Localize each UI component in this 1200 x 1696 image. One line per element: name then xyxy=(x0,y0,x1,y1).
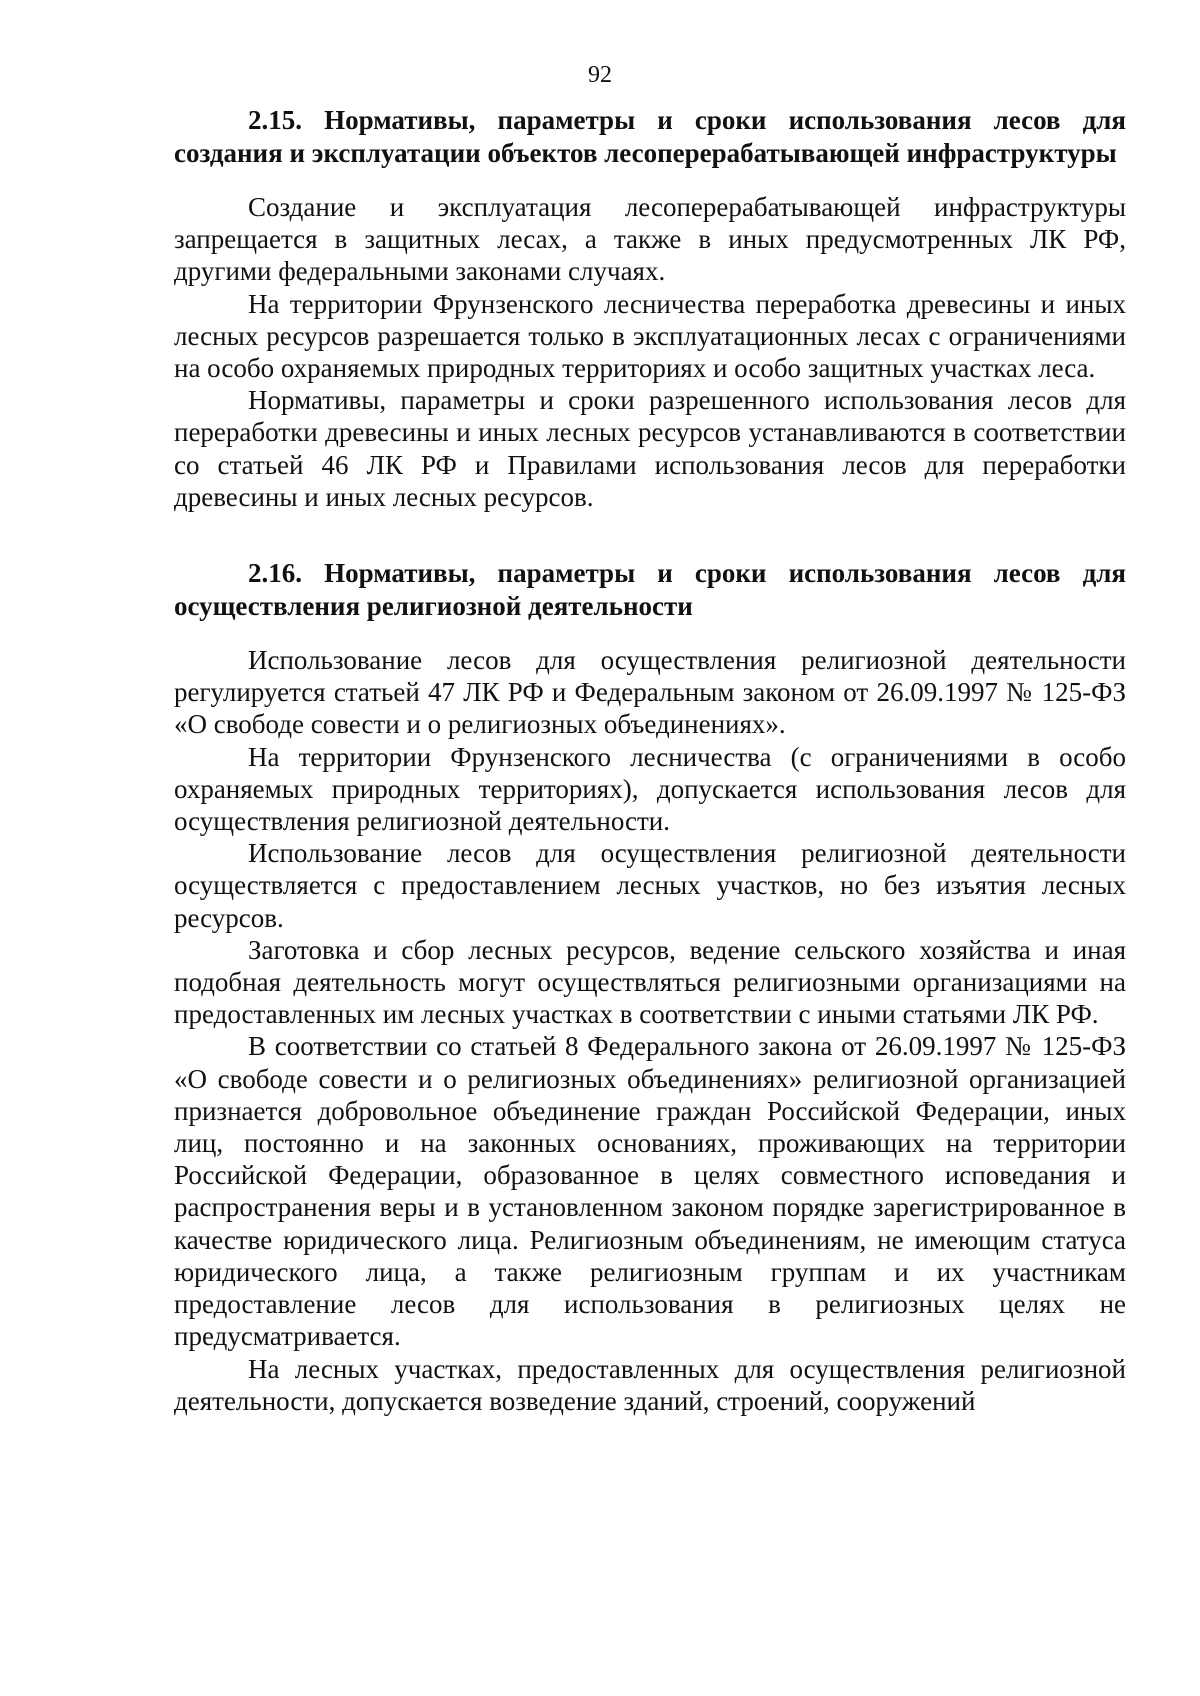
paragraph: Использование лесов для осуществления религиозной деятельности регулируется статьей 47 ЛК РФ и Федеральным законом от 26.09.1997 № 125-ФЗ «О свободе совести и о религиозных объединениях». xyxy=(174,645,1126,740)
page-number: 92 xyxy=(588,62,612,88)
section-heading: 2.16. Нормативы, параметры и сроки использования лесов для осуществления религиозной деятельности xyxy=(174,558,1126,622)
section-heading: 2.15. Нормативы, параметры и сроки использования лесов для создания и эксплуатации объектов лесоперерабатывающей инфраструктуры xyxy=(174,105,1126,168)
paragraph: В соответствии со статьей 8 Федерального закона от 26.09.1997 № 125-ФЗ «О свободе совести и о религиозных объединениях» религиозной организацией признается добровольное объединение граждан Российской Федерации, иных лиц, постоянно и на законных основаниях, проживающих на территории Российской Федерации, образованное в целях совместного исповедания и распространения веры и в установленном законом порядке зарегистрированное в качестве юридического лица. Религиозным объединениям, не имеющим статуса юридического лица, а также религиозным группам и их участникам предоставление лесов для использования в религиозных целях не предусматривается. xyxy=(174,1031,1126,1352)
paragraph: Создание и эксплуатация лесоперерабатывающей инфраструктуры запрещается в защитных лесах, а также в иных предусмотренных ЛК РФ, другими федеральными законами случаях. xyxy=(174,192,1126,287)
paragraph: Заготовка и сбор лесных ресурсов, ведение сельского хозяйства и иная подобная деятельность могут осуществляться религиозными организациями на предоставленных им лесных участках в соответствии с иными статьями ЛК РФ. xyxy=(174,934,1126,1030)
paragraph: Нормативы, параметры и сроки разрешенного использования лесов для переработки древесины и иных лесных ресурсов устанавливаются в соответствии со статьей 46 ЛК РФ и Правилами использования лесов для переработки древесины и иных лесных ресурсов. xyxy=(174,385,1126,512)
section-2-16 xyxy=(174,557,1126,1417)
paragraph: На территории Фрунзенского лесничества (с ограничениями в особо охраняемых природных территориях), допускается использования лесов для осуществления религиозной деятельности. xyxy=(174,741,1126,837)
paragraph: Использование лесов для осуществления религиозной деятельности осуществляется с предоставлением лесных участков, но без изъятия лесных ресурсов. xyxy=(174,838,1126,933)
document-body xyxy=(174,104,1126,1417)
section-2-15 xyxy=(174,104,1126,513)
paragraph: На территории Фрунзенского лесничества переработка древесины и иных лесных ресурсов разрешается только в эксплуатационных лесах с ограничениями на особо охраняемых природных территориях и особо защитных участках леса. xyxy=(174,288,1126,384)
paragraph: На лесных участках, предоставленных для осуществления религиозной деятельности, допускается возведение зданий, строений, сооружений xyxy=(174,1353,1126,1416)
